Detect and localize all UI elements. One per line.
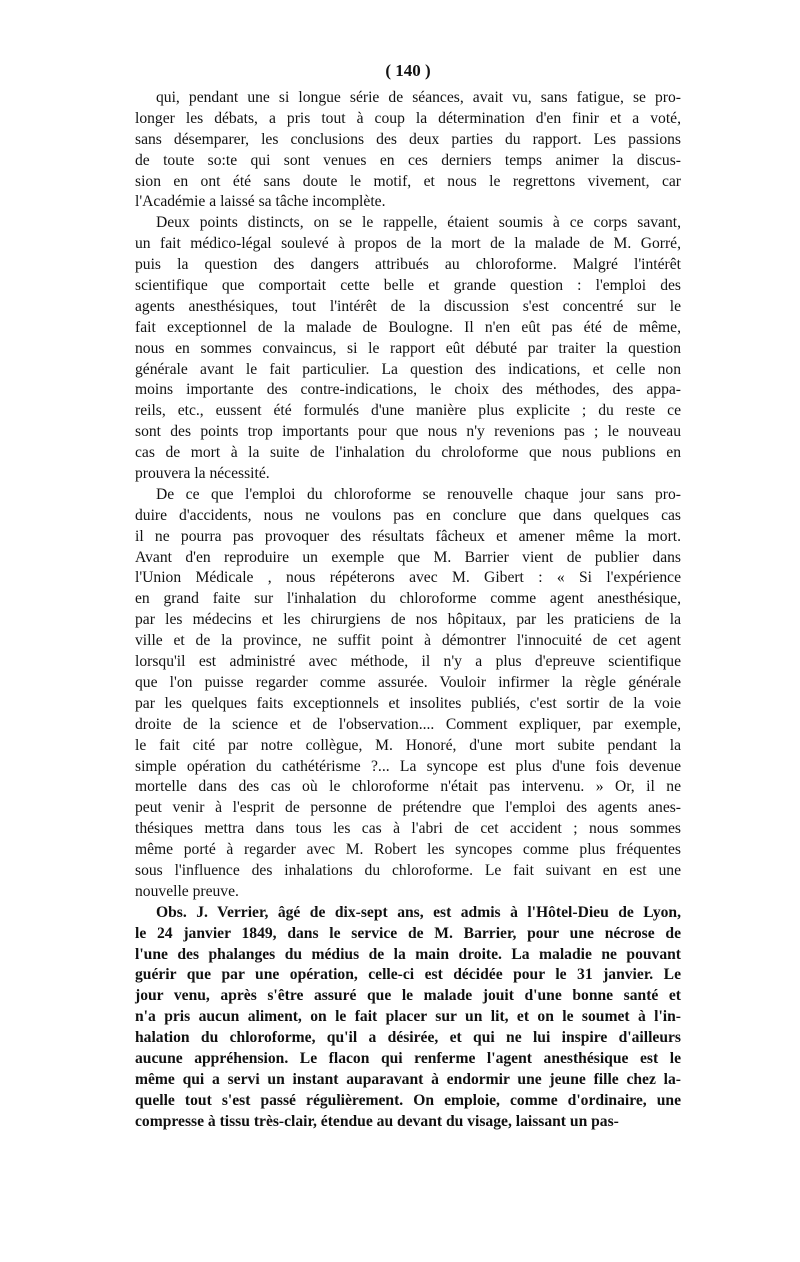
text-line: sans désemparer, les conclusions des deux parties du rapport. Les passions — [135, 130, 681, 148]
text-line: le 24 janvier 1849, dans le service de M. Barrier, pour une nécrose de — [135, 924, 681, 942]
text-body — [135, 88, 681, 1133]
text-line: mortelle dans des cas où le chloroforme n'était pas intervenu. » Or, il ne — [135, 778, 681, 796]
body-paragraph — [135, 213, 681, 485]
text-line: Deux points distincts, on se le rappelle, étaient soumis à ce corps savant, — [156, 214, 681, 232]
text-line: que l'on puisse regarder comme assurée. Vouloir infirmer la règle générale — [135, 673, 681, 691]
text-line: De ce que l'emploi du chloroforme se renouvelle chaque jour sans pro- — [156, 485, 681, 503]
text-line: nouvelle preuve. — [135, 882, 239, 900]
text-line: puis la question des dangers attribués au chloroforme. Malgré l'intérêt — [135, 256, 681, 274]
text-line: simple opération du cathétérisme ?... La syncope est plus d'une fois devenue — [135, 757, 681, 775]
text-line: sont des points trop importants pour que nous n'y revenions pas ; le nouveau — [135, 423, 681, 441]
text-line: nous en sommes convaincus, si le rapport eût débuté par traiter la question — [135, 339, 681, 357]
text-line: jour venu, après s'être assuré que le malade jouit d'une bonne santé et — [135, 987, 681, 1005]
text-line: de toute so:te qui sont venues en ces derniers temps animer la discus- — [135, 151, 681, 169]
text-line: sion en ont été sans doute le motif, et nous le regrettons vivement, car — [135, 172, 681, 190]
text-line: Obs. J. Verrier, âgé de dix-sept ans, est admis à l'Hôtel-Dieu de Lyon, — [156, 903, 681, 921]
text-line: n'a pris aucun aliment, on le fait placer sur un lit, et on le soumet à l'in- — [135, 1008, 681, 1026]
text-line: reils, etc., eussent été formulés d'une manière plus explicite ; du reste ce — [135, 402, 681, 420]
text-line: même porté à regarder avec M. Robert les syncopes comme plus fréquentes — [135, 841, 681, 859]
text-line: un fait médico-légal soulevé à propos de la mort de la malade de M. Gorré, — [135, 235, 681, 253]
text-line: moins importante des contre-indications, le choix des méthodes, des appa- — [135, 381, 681, 399]
text-line: ville et de la province, ne suffit point à démontrer l'innocuité de cet agent — [135, 632, 681, 650]
text-line: scientifique que comportait cette belle et grande question : l'emploi des — [135, 277, 681, 295]
text-line: en grand faite sur l'inhalation du chloroforme comme agent anesthésique, — [135, 590, 681, 608]
text-line: le fait cité par notre collègue, M. Honoré, d'une mort subite pendant la — [135, 736, 681, 754]
book-page — [135, 60, 681, 1133]
text-line: aucune appréhension. Le flacon qui renferme l'agent anesthésique est le — [135, 1049, 681, 1067]
observation-paragraph — [135, 903, 681, 1133]
text-line: halation du chloroforme, qu'il a désirée, et qui ne lui inspire d'ailleurs — [135, 1029, 681, 1047]
text-line: droite de la science et de l'observation.... Comment expliquer, par exemple, — [135, 715, 681, 733]
text-line: il ne pourra pas provoquer des résultats fâcheux et amener même la mort. — [135, 527, 681, 545]
text-line: qui, pendant une si longue série de séances, avait vu, sans fatigue, se pro- — [156, 89, 681, 106]
page-number: ( 140 ) — [385, 61, 431, 80]
text-line: quelle tout s'est passé régulièrement. On emploie, comme d'ordinaire, une — [135, 1091, 681, 1109]
text-line: guérir que par une opération, celle-ci est décidée pour le 31 janvier. Le — [135, 966, 681, 984]
text-line: lorsqu'il est administré avec méthode, il n'y a plus d'epreuve scientifique — [135, 653, 681, 671]
body-paragraph — [135, 88, 681, 213]
text-line: cas de mort à la suite de l'inhalation du chroloforme que nous publions en — [135, 444, 681, 462]
text-line: compresse à tissu très-clair, étendue au devant du visage, laissant un pas- — [135, 1112, 619, 1130]
text-line: Avant d'en reproduire un exemple que M. Barrier vient de publier dans — [135, 548, 681, 566]
text-line: l'Union Médicale , nous répéterons avec M. Gibert : « Si l'expérience — [135, 569, 681, 587]
text-line: longer les débats, a pris tout à coup la détermination d'en finir et a voté, — [135, 109, 681, 127]
text-line: prouvera la nécessité. — [135, 465, 270, 483]
text-line: l'Académie a laissé sa tâche incomplète. — [135, 193, 386, 211]
text-line: thésiques mettra dans tous les cas à l'abri de cet accident ; nous sommes — [135, 820, 681, 838]
text-line: agents anesthésiques, tout l'intérêt de la discussion s'est concentré sur le — [135, 297, 681, 315]
text-line: l'une des phalanges du médius de la main droite. La maladie ne pouvant — [135, 945, 681, 963]
text-line: fait exceptionnel de la malade de Boulogne. Il n'en eût pas été de même, — [135, 318, 681, 336]
text-line: sous l'influence des inhalations du chloroforme. Le fait suivant en est une — [135, 861, 681, 879]
text-line: par les médecins et les chirurgiens de nos hôpitaux, par les praticiens de la — [135, 611, 681, 629]
body-paragraph — [135, 485, 681, 903]
text-line: duire d'accidents, nous ne voulons pas en conclure que dans quelques cas — [135, 506, 681, 524]
text-line: peut venir à l'esprit de personne de prétendre que l'emploi des agents anes- — [135, 799, 681, 817]
text-line: par les quelques faits exceptionnels et insolites publiés, c'est sortir de la voie — [135, 694, 681, 712]
text-line: même qui a servi un instant auparavant à endormir une jeune fille chez la- — [135, 1070, 681, 1088]
text-line: générale avant le fait particulier. La question des indications, et celle non — [135, 360, 681, 378]
